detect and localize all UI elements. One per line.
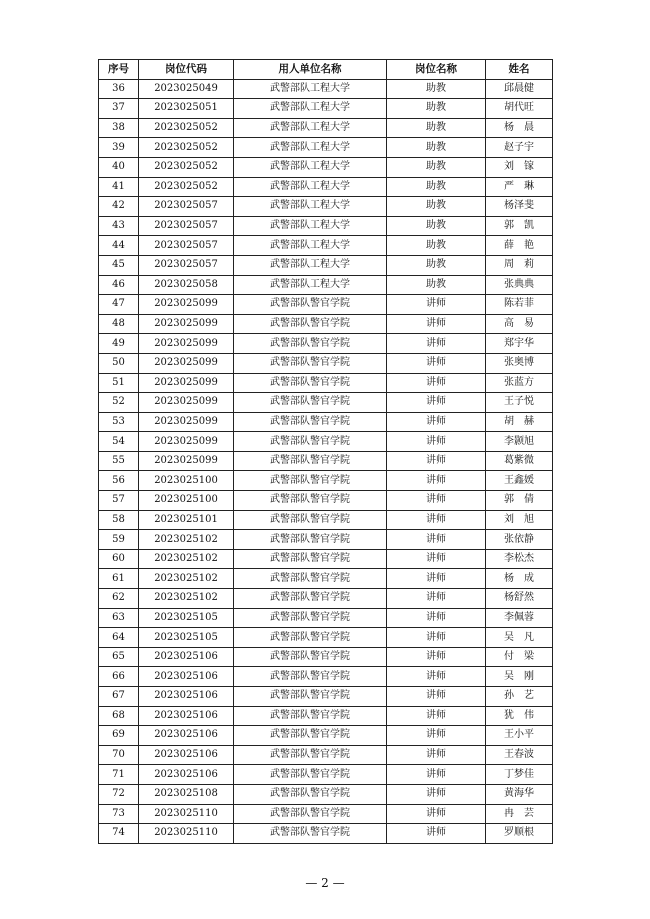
position-name-cell: 讲师 (387, 373, 486, 393)
employer-name-cell: 武警部队工程大学 (234, 197, 387, 217)
person-name-cell: 陈若菲 (486, 295, 553, 315)
position-name-cell: 助教 (387, 177, 486, 197)
position-code-cell: 2023025099 (139, 393, 234, 413)
position-code-cell: 2023025105 (139, 608, 234, 628)
position-name-cell: 讲师 (387, 334, 486, 354)
position-name-cell: 讲师 (387, 314, 486, 334)
table-row (99, 647, 553, 667)
employer-name-cell: 武警部队警官学院 (234, 647, 387, 667)
position-name-cell: 讲师 (387, 569, 486, 589)
position-name-cell: 讲师 (387, 726, 486, 746)
position-code-cell: 2023025057 (139, 236, 234, 256)
position-code-cell: 2023025099 (139, 432, 234, 452)
table-row (99, 432, 553, 452)
header-position-code: 岗位代码 (139, 60, 234, 80)
serial-number-cell: 40 (99, 157, 139, 177)
table-row (99, 79, 553, 99)
table-row (99, 393, 553, 413)
serial-number-cell: 65 (99, 647, 139, 667)
employer-name-cell: 武警部队警官学院 (234, 667, 387, 687)
position-name-cell: 讲师 (387, 432, 486, 452)
serial-number-cell: 63 (99, 608, 139, 628)
position-name-cell: 讲师 (387, 549, 486, 569)
position-name-cell: 助教 (387, 236, 486, 256)
serial-number-cell: 39 (99, 138, 139, 158)
position-code-cell: 2023025106 (139, 745, 234, 765)
position-name-cell: 助教 (387, 197, 486, 217)
table-row (99, 236, 553, 256)
employer-name-cell: 武警部队工程大学 (234, 236, 387, 256)
position-name-cell: 讲师 (387, 647, 486, 667)
serial-number-cell: 44 (99, 236, 139, 256)
serial-number-cell: 42 (99, 197, 139, 217)
position-name-cell: 讲师 (387, 295, 486, 315)
table-row (99, 314, 553, 334)
employer-name-cell: 武警部队警官学院 (234, 549, 387, 569)
position-code-cell: 2023025099 (139, 353, 234, 373)
table-row (99, 765, 553, 785)
serial-number-cell: 66 (99, 667, 139, 687)
person-name-cell: 葛紫微 (486, 451, 553, 471)
position-code-cell: 2023025057 (139, 216, 234, 236)
person-name-cell: 郭 倩 (486, 491, 553, 511)
table-row (99, 177, 553, 197)
table-row (99, 824, 553, 844)
person-name-cell: 张奥博 (486, 353, 553, 373)
position-code-cell: 2023025106 (139, 765, 234, 785)
position-name-cell: 讲师 (387, 471, 486, 491)
position-name-cell: 讲师 (387, 451, 486, 471)
serial-number-cell: 50 (99, 353, 139, 373)
position-code-cell: 2023025106 (139, 667, 234, 687)
employer-name-cell: 武警部队警官学院 (234, 314, 387, 334)
table-row (99, 549, 553, 569)
position-name-cell: 助教 (387, 255, 486, 275)
position-code-cell: 2023025102 (139, 530, 234, 550)
position-name-cell: 讲师 (387, 530, 486, 550)
position-code-cell: 2023025101 (139, 510, 234, 530)
employer-name-cell: 武警部队警官学院 (234, 471, 387, 491)
serial-number-cell: 54 (99, 432, 139, 452)
serial-number-cell: 45 (99, 255, 139, 275)
table-row (99, 706, 553, 726)
serial-number-cell: 62 (99, 589, 139, 609)
person-name-cell: 杨 成 (486, 569, 553, 589)
position-code-cell: 2023025102 (139, 549, 234, 569)
page-number: — 2 — (305, 876, 345, 890)
serial-number-cell: 59 (99, 530, 139, 550)
serial-number-cell: 51 (99, 373, 139, 393)
serial-number-cell: 74 (99, 824, 139, 844)
table-row (99, 373, 553, 393)
table-row (99, 726, 553, 746)
serial-number-cell: 52 (99, 393, 139, 413)
person-name-cell: 王子悦 (486, 393, 553, 413)
person-name-cell: 刘 旭 (486, 510, 553, 530)
person-name-cell: 李佩蓉 (486, 608, 553, 628)
employer-name-cell: 武警部队警官学院 (234, 706, 387, 726)
employer-name-cell: 武警部队警官学院 (234, 530, 387, 550)
serial-number-cell: 37 (99, 99, 139, 119)
position-name-cell: 讲师 (387, 628, 486, 648)
employer-name-cell: 武警部队工程大学 (234, 138, 387, 158)
position-code-cell: 2023025108 (139, 784, 234, 804)
employer-name-cell: 武警部队警官学院 (234, 824, 387, 844)
serial-number-cell: 67 (99, 687, 139, 707)
position-code-cell: 2023025052 (139, 157, 234, 177)
position-name-cell: 讲师 (387, 824, 486, 844)
employer-name-cell: 武警部队警官学院 (234, 334, 387, 354)
position-code-cell: 2023025057 (139, 255, 234, 275)
employer-name-cell: 武警部队警官学院 (234, 589, 387, 609)
serial-number-cell: 38 (99, 118, 139, 138)
position-code-cell: 2023025102 (139, 569, 234, 589)
header-person-name: 姓名 (486, 60, 553, 80)
position-name-cell: 讲师 (387, 667, 486, 687)
serial-number-cell: 36 (99, 79, 139, 99)
employer-name-cell: 武警部队工程大学 (234, 157, 387, 177)
table-row (99, 804, 553, 824)
employer-name-cell: 武警部队工程大学 (234, 118, 387, 138)
table-row (99, 138, 553, 158)
person-name-cell: 周 莉 (486, 255, 553, 275)
person-name-cell: 吴 凡 (486, 628, 553, 648)
employer-name-cell: 武警部队工程大学 (234, 275, 387, 295)
table-row (99, 295, 553, 315)
serial-number-cell: 56 (99, 471, 139, 491)
serial-number-cell: 53 (99, 412, 139, 432)
position-name-cell: 讲师 (387, 491, 486, 511)
position-name-cell: 讲师 (387, 745, 486, 765)
position-code-cell: 2023025099 (139, 295, 234, 315)
position-name-cell: 讲师 (387, 393, 486, 413)
table-row (99, 569, 553, 589)
table-row (99, 451, 553, 471)
position-code-cell: 2023025051 (139, 99, 234, 119)
employer-name-cell: 武警部队工程大学 (234, 216, 387, 236)
serial-number-cell: 43 (99, 216, 139, 236)
table-row (99, 745, 553, 765)
employer-name-cell: 武警部队警官学院 (234, 628, 387, 648)
serial-number-cell: 58 (99, 510, 139, 530)
serial-number-cell: 69 (99, 726, 139, 746)
table-row (99, 667, 553, 687)
position-name-cell: 讲师 (387, 353, 486, 373)
position-code-cell: 2023025099 (139, 451, 234, 471)
person-name-cell: 王春波 (486, 745, 553, 765)
table-row (99, 608, 553, 628)
position-code-cell: 2023025110 (139, 824, 234, 844)
position-code-cell: 2023025100 (139, 491, 234, 511)
employer-name-cell: 武警部队警官学院 (234, 412, 387, 432)
person-name-cell: 郭 凯 (486, 216, 553, 236)
employer-name-cell: 武警部队工程大学 (234, 177, 387, 197)
serial-number-cell: 47 (99, 295, 139, 315)
table-row (99, 510, 553, 530)
person-name-cell: 丁梦佳 (486, 765, 553, 785)
position-name-cell: 助教 (387, 275, 486, 295)
person-name-cell: 杨 晨 (486, 118, 553, 138)
serial-number-cell: 64 (99, 628, 139, 648)
person-name-cell: 邱晨健 (486, 79, 553, 99)
person-name-cell: 赵子宇 (486, 138, 553, 158)
table-row (99, 216, 553, 236)
serial-number-cell: 41 (99, 177, 139, 197)
serial-number-cell: 70 (99, 745, 139, 765)
table-row (99, 118, 553, 138)
employer-name-cell: 武警部队警官学院 (234, 765, 387, 785)
position-code-cell: 2023025102 (139, 589, 234, 609)
position-name-cell: 讲师 (387, 589, 486, 609)
person-name-cell: 付 梁 (486, 647, 553, 667)
table-row (99, 491, 553, 511)
person-name-cell: 杨舒然 (486, 589, 553, 609)
person-name-cell: 薛 艳 (486, 236, 553, 256)
employer-name-cell: 武警部队警官学院 (234, 451, 387, 471)
table-row (99, 687, 553, 707)
person-name-cell: 孙 艺 (486, 687, 553, 707)
table-row (99, 412, 553, 432)
employer-name-cell: 武警部队警官学院 (234, 432, 387, 452)
position-name-cell: 讲师 (387, 412, 486, 432)
position-name-cell: 讲师 (387, 510, 486, 530)
serial-number-cell: 55 (99, 451, 139, 471)
serial-number-cell: 48 (99, 314, 139, 334)
table-row (99, 197, 553, 217)
table-row (99, 353, 553, 373)
table-row (99, 255, 553, 275)
serial-number-cell: 49 (99, 334, 139, 354)
roster-table-body (99, 79, 553, 843)
person-name-cell: 吴 刚 (486, 667, 553, 687)
position-name-cell: 讲师 (387, 765, 486, 785)
table-header-row (99, 60, 553, 80)
person-name-cell: 黄海华 (486, 784, 553, 804)
serial-number-cell: 73 (99, 804, 139, 824)
table-row (99, 784, 553, 804)
serial-number-cell: 61 (99, 569, 139, 589)
position-name-cell: 讲师 (387, 608, 486, 628)
person-name-cell: 张典典 (486, 275, 553, 295)
employer-name-cell: 武警部队警官学院 (234, 491, 387, 511)
serial-number-cell: 68 (99, 706, 139, 726)
header-employer-name: 用人单位名称 (234, 60, 387, 80)
employer-name-cell: 武警部队警官学院 (234, 295, 387, 315)
position-name-cell: 助教 (387, 99, 486, 119)
table-row (99, 628, 553, 648)
employer-name-cell: 武警部队工程大学 (234, 255, 387, 275)
serial-number-cell: 71 (99, 765, 139, 785)
table-row (99, 334, 553, 354)
person-name-cell: 王鑫媛 (486, 471, 553, 491)
employer-name-cell: 武警部队警官学院 (234, 510, 387, 530)
person-name-cell: 冉 芸 (486, 804, 553, 824)
employer-name-cell: 武警部队警官学院 (234, 353, 387, 373)
position-name-cell: 助教 (387, 118, 486, 138)
position-name-cell: 讲师 (387, 706, 486, 726)
person-name-cell: 罗顺根 (486, 824, 553, 844)
serial-number-cell: 46 (99, 275, 139, 295)
employer-name-cell: 武警部队警官学院 (234, 745, 387, 765)
position-code-cell: 2023025099 (139, 314, 234, 334)
position-code-cell: 2023025106 (139, 647, 234, 667)
person-name-cell: 胡 赫 (486, 412, 553, 432)
person-name-cell: 刘 镓 (486, 157, 553, 177)
header-serial-number: 序号 (99, 60, 139, 80)
position-code-cell: 2023025106 (139, 706, 234, 726)
position-code-cell: 2023025106 (139, 687, 234, 707)
position-name-cell: 讲师 (387, 687, 486, 707)
table-row (99, 589, 553, 609)
position-code-cell: 2023025052 (139, 138, 234, 158)
position-name-cell: 助教 (387, 138, 486, 158)
serial-number-cell: 72 (99, 784, 139, 804)
position-code-cell: 2023025099 (139, 334, 234, 354)
position-code-cell: 2023025058 (139, 275, 234, 295)
position-code-cell: 2023025106 (139, 726, 234, 746)
employer-name-cell: 武警部队警官学院 (234, 393, 387, 413)
position-code-cell: 2023025100 (139, 471, 234, 491)
table-row (99, 530, 553, 550)
employer-name-cell: 武警部队工程大学 (234, 79, 387, 99)
serial-number-cell: 57 (99, 491, 139, 511)
employer-name-cell: 武警部队工程大学 (234, 99, 387, 119)
position-name-cell: 讲师 (387, 784, 486, 804)
position-code-cell: 2023025057 (139, 197, 234, 217)
employer-name-cell: 武警部队警官学院 (234, 687, 387, 707)
employer-name-cell: 武警部队警官学院 (234, 804, 387, 824)
person-name-cell: 张蓝方 (486, 373, 553, 393)
position-code-cell: 2023025099 (139, 373, 234, 393)
person-name-cell: 严 琳 (486, 177, 553, 197)
header-position-name: 岗位名称 (387, 60, 486, 80)
table-row (99, 275, 553, 295)
person-name-cell: 李松杰 (486, 549, 553, 569)
employer-name-cell: 武警部队警官学院 (234, 608, 387, 628)
position-code-cell: 2023025049 (139, 79, 234, 99)
person-name-cell: 胡代旺 (486, 99, 553, 119)
person-name-cell: 犹 伟 (486, 706, 553, 726)
position-code-cell: 2023025110 (139, 804, 234, 824)
position-name-cell: 讲师 (387, 804, 486, 824)
person-name-cell: 王小平 (486, 726, 553, 746)
position-code-cell: 2023025105 (139, 628, 234, 648)
table-row (99, 99, 553, 119)
person-name-cell: 杨泽斐 (486, 197, 553, 217)
employer-name-cell: 武警部队警官学院 (234, 569, 387, 589)
employer-name-cell: 武警部队警官学院 (234, 373, 387, 393)
person-name-cell: 李颢旭 (486, 432, 553, 452)
roster-table (98, 59, 553, 844)
employer-name-cell: 武警部队警官学院 (234, 784, 387, 804)
position-code-cell: 2023025099 (139, 412, 234, 432)
serial-number-cell: 60 (99, 549, 139, 569)
table-row (99, 157, 553, 177)
person-name-cell: 郑宇华 (486, 334, 553, 354)
position-name-cell: 助教 (387, 157, 486, 177)
position-name-cell: 助教 (387, 216, 486, 236)
position-code-cell: 2023025052 (139, 118, 234, 138)
position-name-cell: 助教 (387, 79, 486, 99)
employer-name-cell: 武警部队警官学院 (234, 726, 387, 746)
person-name-cell: 高 易 (486, 314, 553, 334)
person-name-cell: 张依静 (486, 530, 553, 550)
table-row (99, 471, 553, 491)
position-code-cell: 2023025052 (139, 177, 234, 197)
